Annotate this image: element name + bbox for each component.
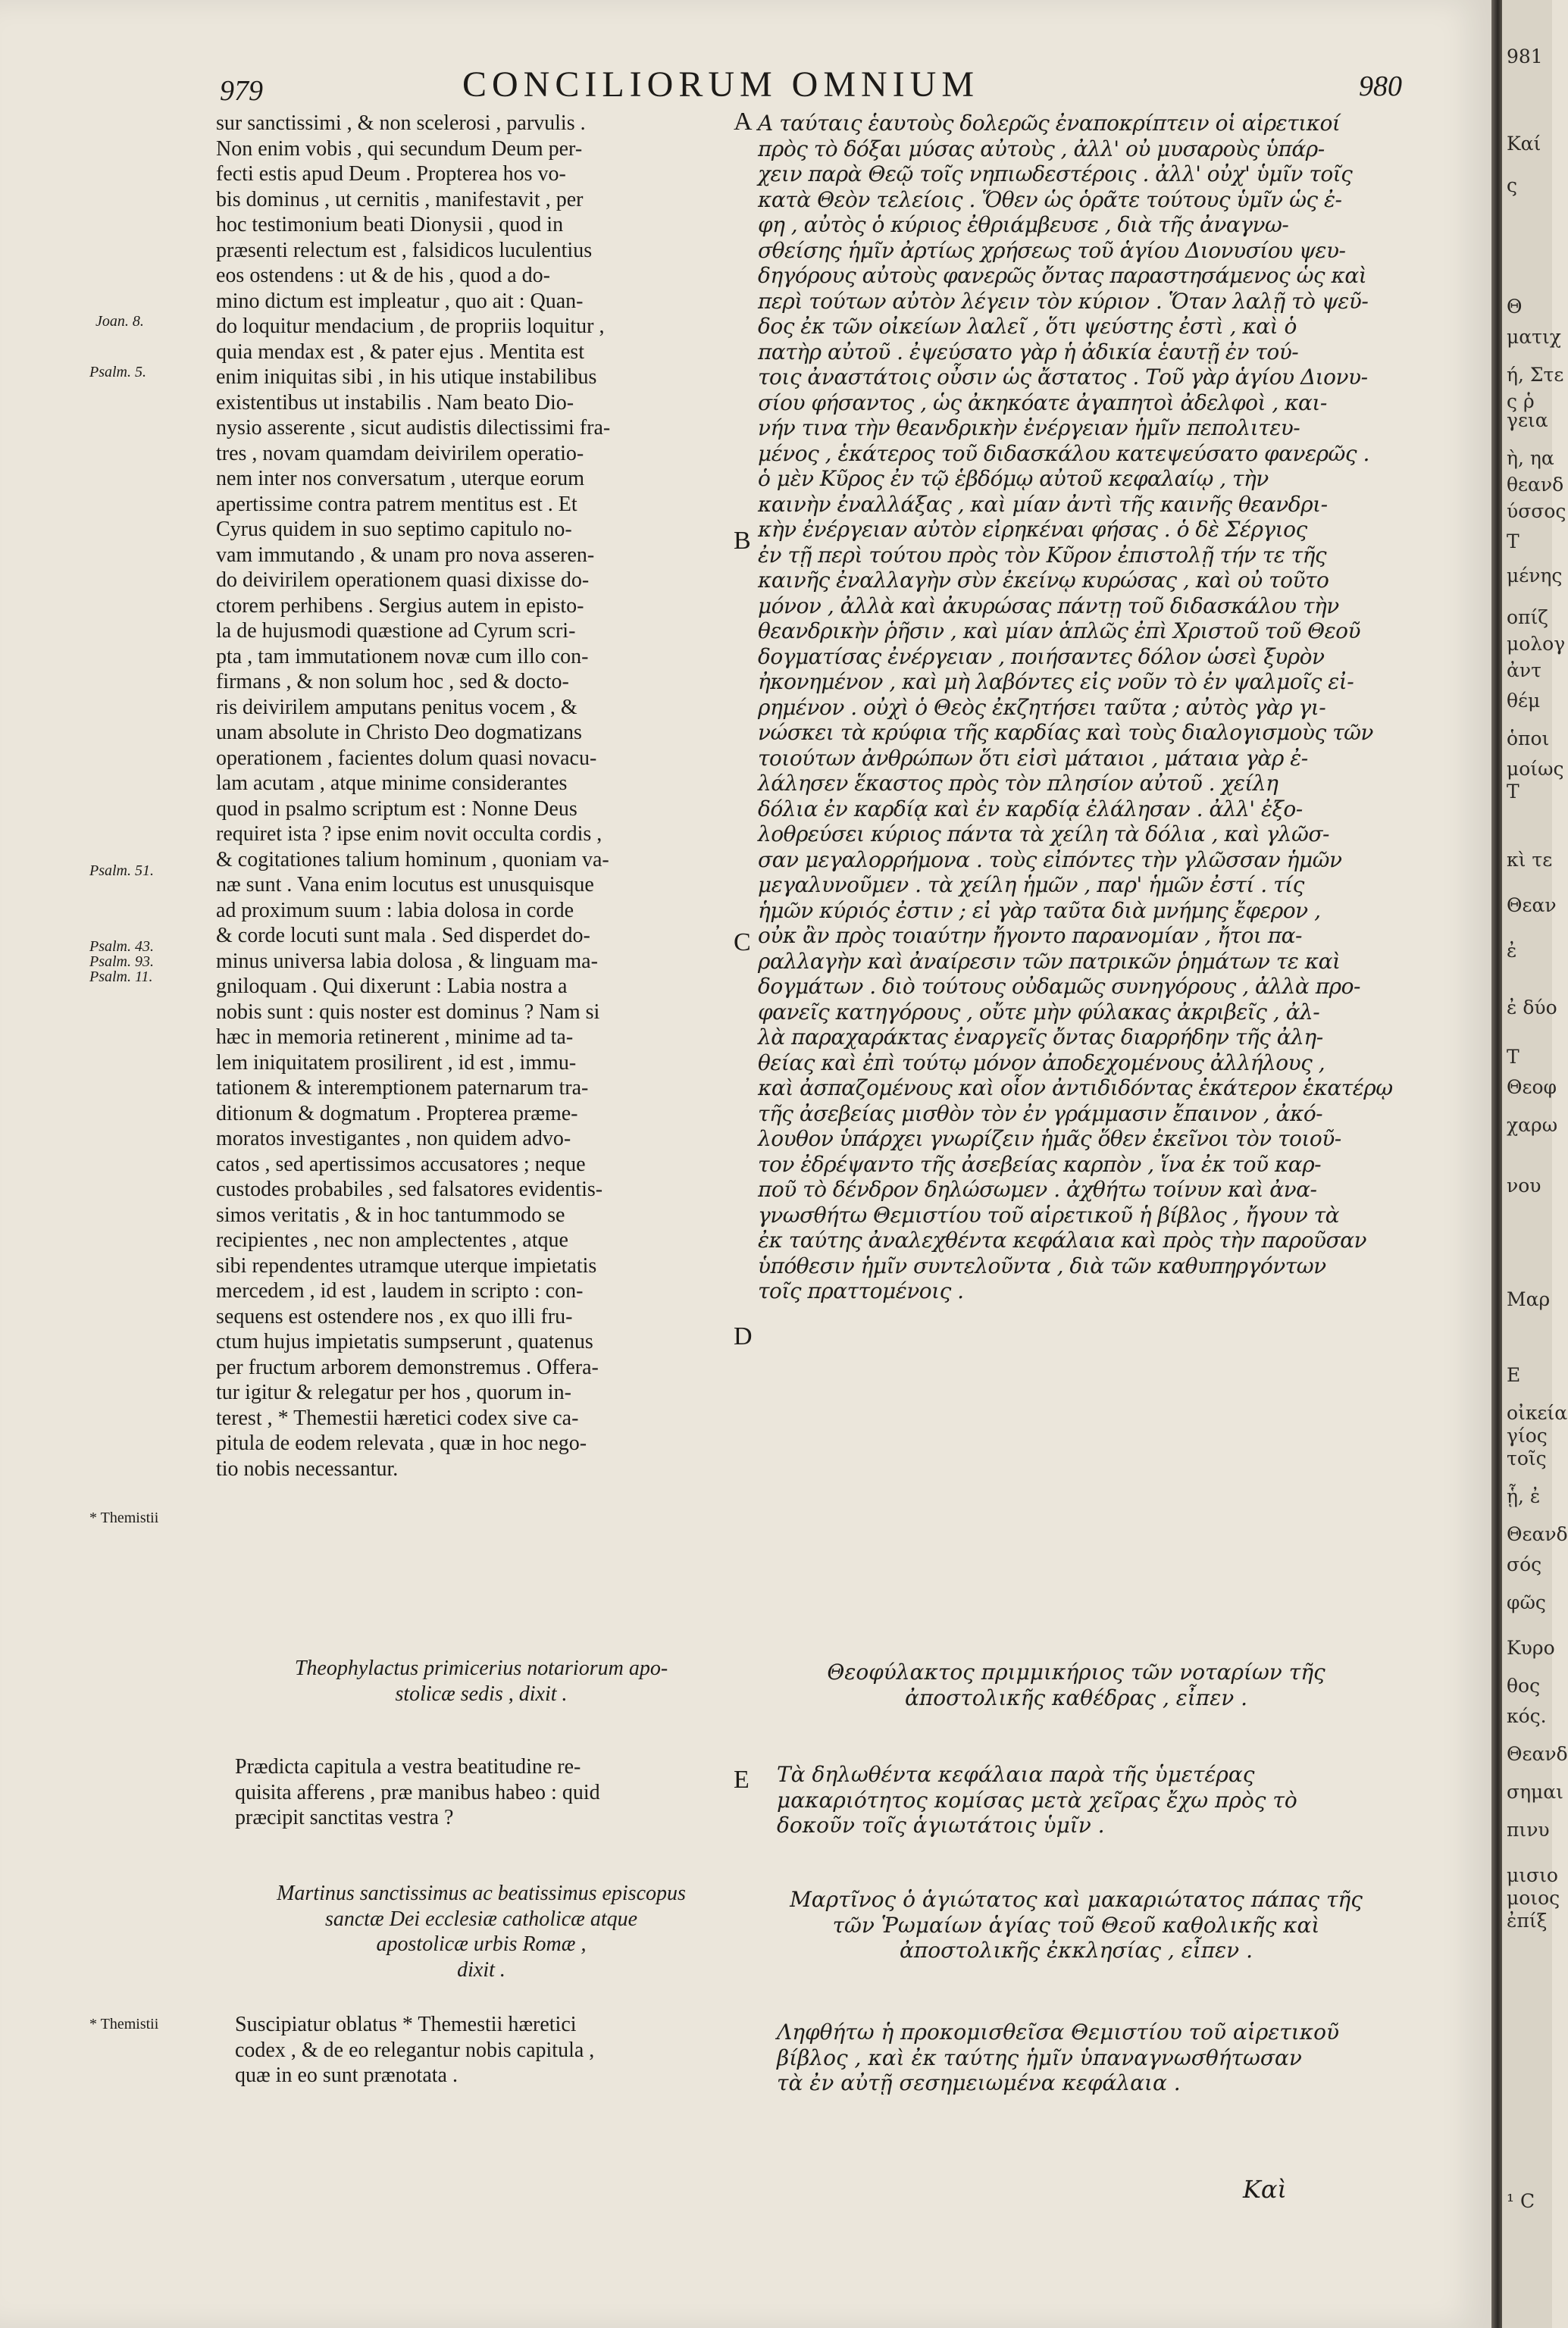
latin-line: minus universa labia dolosa , & linguam ma- bbox=[216, 949, 598, 973]
next-page-fragment: Τ bbox=[1507, 781, 1519, 803]
margin-note-psalm-43: Psalm. 43. bbox=[89, 938, 154, 955]
greek-line: δος ἐκ τῶν οἰκείων λαλεῖ , ὅτι ψεύστης ἐστὶ , καὶ ὁ bbox=[758, 314, 1297, 339]
latin-line: eos ostendens : ut & de his , quod a do- bbox=[216, 264, 550, 287]
section-letter-b: B bbox=[734, 527, 751, 555]
next-page-fragment: ¹ C bbox=[1507, 2190, 1535, 2212]
latin-line: pitula de eodem relevata , quæ in hoc nego- bbox=[216, 1432, 587, 1455]
next-page-fragment: θεανδ bbox=[1507, 474, 1564, 496]
next-page-fragment: ὁποι bbox=[1507, 728, 1550, 749]
greek-line: μεγαλυνοῦμεν . τὰ χείλη ἡμῶν , παρ' ἡμῶν ἐστί . τίς bbox=[758, 872, 1304, 897]
latin-line: terest , * Themestii hæretici codex sive ca- bbox=[216, 1406, 579, 1430]
latin-line: sibi rependentes utramque uterque impietatis bbox=[216, 1253, 597, 1278]
section-letter-d: D bbox=[734, 1322, 753, 1350]
greek-line: ρημένον . οὐχὶ ὁ Θεὸς ἐκζητήσει ταῦτα ; αὐτὸς γὰρ γι- bbox=[758, 694, 1326, 720]
greek-line: νώσκει τὰ κρύφια τῆς καρδίας καὶ τοὺς διαλογισμοὺς τῶν bbox=[758, 720, 1373, 745]
next-page-fragment: ς bbox=[1507, 174, 1518, 196]
latin-line: catos , sed apertissimos accusatores ; neque bbox=[216, 1152, 586, 1176]
latin-line: hoc testimonium beati Dionysii , quod in bbox=[216, 213, 564, 236]
praedicta-greek: Τὰ δηλωθέντα κεφάλαια παρὰ τῆς ὑμετέρας μακαριότητος κομίσας μετὰ χεῖρας ἔχω πρὸς τὸ δοκοῦν τοῖς ἁγιωτάτοις ὑμῖν . bbox=[777, 1762, 1297, 1838]
greek-line: μένος , ἑκάτερος τοῦ διδασκάλου κατεψεύσατο φανερῶς . bbox=[758, 440, 1369, 466]
next-page-fragment: θέμ bbox=[1507, 690, 1541, 712]
next-page-fragment: μολογ bbox=[1507, 633, 1566, 655]
next-page-fragment: 981 bbox=[1507, 45, 1543, 67]
greek-line: φανεῖς κατηγόρους , οὔτε μὴν φύλακας ἀκριβεῖς , ἀλ- bbox=[758, 999, 1320, 1025]
latin-line: mercedem , id est , laudem in scripto : con- bbox=[216, 1279, 584, 1303]
next-page-fragment: ς ῥ bbox=[1507, 390, 1535, 412]
latin-line: firmans , & non solum hoc , sed & docto- bbox=[216, 670, 569, 693]
martinus-greek: Μαρτῖνος ὁ ἁγιώτατος καὶ μακαριώτατος πάπας τῆς τῶν Ῥωμαίων ἁγίας τοῦ Θεοῦ καθολικῆς καὶ ἀποστολικῆς ἐκκλησίας , εἶπεν . bbox=[790, 1887, 1363, 1963]
latin-line: recipientes , nec non amplectentes , atque bbox=[216, 1228, 568, 1252]
latin-line: ditionum & dogmatum . Propterea præme- bbox=[216, 1101, 578, 1125]
greek-line: κατὰ Θεὸν τελείοις . Ὅθεν ὡς ὁρᾶτε τούτους ὑμῖν ὡς ἐ- bbox=[758, 186, 1342, 212]
next-page-fragment: οἰκεία bbox=[1507, 1402, 1568, 1424]
latin-line: nem inter nos conversatum , uterque eorum bbox=[216, 467, 584, 490]
next-page-fragment: πινυ bbox=[1507, 1819, 1550, 1841]
greek-line: ὑπόθεσιν ἡμῖν συντελοῦντα , διὰ τῶν καθυπηργόντων bbox=[758, 1253, 1326, 1278]
greek-line: γνωσθήτω Θεμιστίου τοῦ αἱρετικοῦ ἡ βίβλος , ἤγουν τὰ bbox=[758, 1202, 1340, 1228]
greek-line: τοῖς πραττομένοις . bbox=[758, 1278, 964, 1303]
running-title: CONCILIORUM OMNIUM bbox=[462, 64, 980, 105]
greek-line: τον ἐδρέψαντο τῆς ἀσεβείας καρπὸν , ἵνα ἐκ τοῦ καρ- bbox=[758, 1151, 1322, 1177]
next-page-fragment: φῶς bbox=[1507, 1591, 1546, 1613]
latin-line: lam acutam , atque minime considerantes bbox=[216, 771, 568, 795]
latin-line: tur igitur & relegatur per hos , quorum in- bbox=[216, 1381, 571, 1404]
latin-column bbox=[216, 111, 746, 1482]
greek-line: καὶ ἀσπαζομένους καὶ οἷον ἀντιδιδόντας ἑκάτερον ἑκατέρῳ bbox=[758, 1075, 1393, 1100]
next-page-fragment: ἀντ bbox=[1507, 659, 1541, 681]
next-page-fragment: σός bbox=[1507, 1554, 1542, 1575]
next-page-fragment: Μαρ bbox=[1507, 1288, 1551, 1310]
greek-line: λουθον ὑπάρχει γνωρίζειν ἡμᾶς ὅθεν ἐκεῖνοι τὸν τοιοῦ- bbox=[758, 1126, 1341, 1151]
latin-line: ris deivirilem amputans penitus vocem , & bbox=[216, 695, 577, 719]
theophylactus-latin: Theophylactus primicerius notariorum apo- stolicæ sedis , dixit . bbox=[294, 1657, 668, 1706]
greek-line: λοθρεύσει κύριος πάντα τὰ χείλη τὰ δόλια , καὶ γλῶσ- bbox=[758, 821, 1329, 846]
next-page-fragment: τοῖς bbox=[1507, 1447, 1547, 1469]
next-page-fragment: Θεανδ bbox=[1507, 1743, 1568, 1765]
next-page-fragment: μένης bbox=[1507, 565, 1563, 587]
theophylactus-greek: Θεοφύλακτος πριμμικήριος τῶν νοταρίων τῆς ἀποστολικῆς καθέδρας , εἶπεν . bbox=[827, 1660, 1325, 1710]
next-page-fragment: νου bbox=[1507, 1175, 1541, 1197]
next-page-fragment: Θεοφ bbox=[1507, 1076, 1557, 1098]
martinus-latin: Martinus sanctissimus ac beatissimus episcopus sanctæ Dei ecclesiæ catholicæ atque apostolicæ urbis Romæ , dixit . bbox=[277, 1882, 686, 1982]
latin-line: la de hujusmodi quæstione ad Cyrum scri- bbox=[216, 619, 576, 643]
greek-line: νήν τινα τὴν θεανδρικὴν ἐνέργειαν ἡμῖν πεπολιτευ- bbox=[758, 415, 1300, 440]
next-page-fragment: χαρω bbox=[1507, 1114, 1558, 1136]
latin-line: tationem & interemptionem paternarum tra- bbox=[216, 1076, 589, 1100]
greek-line: λάλησεν ἕκαστος πρὸς τὸν πλησίον αὐτοῦ . χείλη bbox=[758, 771, 1278, 796]
greek-line: δογματίσας ἐνέργειαν , ποιήσαντες δόλον ὡσεὶ ξυρὸν bbox=[758, 643, 1325, 669]
latin-line: apertissime contra patrem mentitus est . Et bbox=[216, 492, 577, 516]
next-page-fragment: Θ bbox=[1507, 296, 1523, 318]
greek-line: ὁ μὲν Κῦρος ἐν τῷ ἑβδόμῳ αὐτοῦ κεφαλαίῳ , τὴν bbox=[758, 466, 1269, 491]
latin-line: vam immutando , & unam pro nova asseren- bbox=[216, 543, 595, 567]
greek-line: χειν παρὰ Θεῷ τοῖς νηπιωδεστέροις . ἀλλ' οὐχ' ὑμῖν τοῖς bbox=[758, 161, 1353, 186]
latin-line: ctum hujus impietatis sumpserunt , quatenus bbox=[216, 1330, 593, 1353]
suscipiatur-latin: Suscipiatur oblatus * Themestii hæretici codex , & de eo relegantur nobis capitula , quæ in eo sunt prænotata . bbox=[235, 2013, 595, 2087]
latin-line: hæc in memoria retinerent , minime ad ta- bbox=[216, 1025, 574, 1049]
left-page-number: 979 bbox=[220, 75, 263, 107]
latin-line: lem iniquitatem prosilirent , id est , immu- bbox=[216, 1050, 577, 1075]
margin-note-psalm-51: Psalm. 51. bbox=[89, 862, 154, 879]
latin-line: custodes probabiles , sed falsatores evidentis- bbox=[216, 1178, 603, 1201]
next-page-fragment: ή, Στε bbox=[1507, 364, 1564, 386]
latin-line: Cyrus quidem in suo septimo capitulo no- bbox=[216, 518, 572, 541]
greek-line: μόνον , ἀλλὰ καὶ ἀκυρώσας πάντῃ τοῦ διδασκάλου τὴν bbox=[758, 593, 1339, 618]
greek-line: ποῦ τὸ δένδρον δηλώσωμεν . ἀχθήτω τοίνυν καὶ ἀνα- bbox=[758, 1177, 1317, 1202]
latin-line: existentibus ut instabilis . Nam beato Dio- bbox=[216, 390, 574, 415]
next-page-fragment: ύσσος bbox=[1507, 500, 1566, 522]
next-page-fragment: μοίως bbox=[1507, 758, 1564, 780]
next-page-fragment: Θεανδ bbox=[1507, 1523, 1568, 1545]
greek-line: δογμάτων . διὸ τούτους οὐδαμῶς συνηγόρους , ἀλλὰ προ- bbox=[758, 974, 1360, 999]
right-page-number: 980 bbox=[1359, 70, 1402, 102]
catchword: Καὶ bbox=[1243, 2175, 1288, 2204]
greek-line: θεανδρικὴν ῥῆσιν , καὶ μίαν ἁπλῶς ἐπὶ Χριστοῦ τοῦ Θεοῦ bbox=[758, 618, 1361, 643]
greek-line: τοις ἀναστάτοις οὖσιν ὡς ἄστατος . Τοῦ γὰρ ἁγίου Διονυ- bbox=[758, 365, 1368, 390]
next-page-fragment: Καί bbox=[1507, 133, 1541, 155]
greek-line: καινὴν ἐναλλάξας , καὶ μίαν ἀντὶ τῆς καινῆς θεανδρι- bbox=[758, 491, 1328, 517]
margin-note-psalm-11: Psalm. 11. bbox=[89, 968, 153, 985]
greek-line: φη , αὐτὸς ὁ κύριος ἐθριάμβευσε , διὰ τῆς ἀναγνω- bbox=[758, 212, 1289, 237]
greek-line: ἡμῶν κύριός ἐστιν ; εἰ γὰρ ταῦτα διὰ μνήμης ἔφερον , bbox=[758, 897, 1321, 923]
latin-line: bis dominus , ut cernitis , manifestavit , per bbox=[216, 187, 584, 211]
latin-line: moratos investigantes , non quidem advo- bbox=[216, 1127, 571, 1150]
greek-line: σθείσης ἡμῖν ἀρτίως χρήσεως τοῦ ἁγίου Διονυσίου ψευ- bbox=[758, 237, 1346, 263]
greek-line: πατὴρ αὐτοῦ . ἐψεύσατο γὰρ ἡ ἀδικία ἑαυτῇ ἐν τού- bbox=[758, 339, 1299, 365]
greek-line: δηγόρους αὐτοὺς φανερῶς ὄντας παραστησάμενος ὡς καὶ bbox=[758, 263, 1367, 288]
latin-line: quia mendax est , & pater ejus . Mentita est bbox=[216, 340, 584, 364]
next-page-fragment: κός. bbox=[1507, 1705, 1547, 1727]
greek-line: σαν μεγαλορρήμονα . τοὺς εἰπόντες τὴν γλῶσσαν ἡμῶν bbox=[758, 846, 1342, 872]
book-gutter bbox=[1491, 0, 1502, 2328]
latin-line: operationem , facientes dolum quasi novacu- bbox=[216, 746, 597, 770]
latin-line: sequens est ostendere nos , ex quo illi fru- bbox=[216, 1304, 573, 1328]
latin-line: requiret ista ? ipse enim novit occulta cordis , bbox=[216, 822, 602, 846]
next-page-fragment: ἐ bbox=[1507, 940, 1517, 962]
greek-line: περὶ τούτων αὐτὸν λέγειν τὸν κύριον . Ὅταν λαλῇ τὸ ψεῦ- bbox=[758, 288, 1369, 314]
greek-line: θείας καὶ ἐπὶ τούτῳ μόνον ἀποδεχομένους ἀλλήλους , bbox=[758, 1050, 1325, 1075]
greek-line: κὴν ἐνέργειαν αὐτὸν εἰρηκέναι φήσας . ὁ δὲ Σέργιος bbox=[758, 517, 1307, 542]
latin-line: & corde locuti sunt mala . Sed disperdet do- bbox=[216, 924, 590, 947]
latin-line: mino dictum est impleatur , quo ait : Quan- bbox=[216, 289, 584, 313]
latin-line: do loquitur mendacium , de propriis loquitur , bbox=[216, 314, 605, 338]
greek-line: A ταύταις ἑαυτοὺς δολερῶς ἐναποκρίπτειν οἱ αἱρετικοί bbox=[758, 111, 1341, 136]
latin-line: gniloquam . Qui dixerunt : Labia nostra a bbox=[216, 975, 568, 998]
next-page-fragment: κὶ τε bbox=[1507, 849, 1553, 871]
latin-line: unam absolute in Christo Deo dogmatizans bbox=[216, 721, 582, 744]
praedicta-latin: Prædicta capitula a vestra beatitudine re- quisita afferens , præ manibus habeo : quid præcipit sanctitas vestra ? bbox=[235, 1755, 600, 1829]
next-page-fragment: ᾗ, ἐ bbox=[1507, 1485, 1541, 1507]
latin-line: simos veritatis , & in hoc tantummodo se bbox=[216, 1203, 565, 1227]
next-page-fragment: γεια bbox=[1507, 409, 1548, 431]
next-page-fragment: ματιχ bbox=[1507, 326, 1561, 348]
greek-column bbox=[758, 111, 1394, 1304]
section-letter-e: E bbox=[734, 1766, 750, 1794]
greek-line: ἐκ ταύτης ἀναλεχθέντα κεφάλαια καὶ πρὸς τὴν παροῦσαν bbox=[758, 1228, 1367, 1253]
next-page-fragment: οπίζ bbox=[1507, 606, 1548, 628]
latin-line: ad proximum suum : labia dolosa in corde bbox=[216, 898, 574, 922]
latin-line: per fructum arborem demonstremus . Offera- bbox=[216, 1355, 599, 1379]
latin-line: nysio asserente , sicut audistis dilectissimi fra- bbox=[216, 416, 611, 440]
next-page-fragment: γίος bbox=[1507, 1425, 1548, 1447]
section-letter-a: A bbox=[734, 108, 753, 136]
suscipiatur-greek: Ληφθήτω ἡ προκομισθεῖσα Θεμιστίου τοῦ αἱρετικοῦ βίβλος , καὶ ἐκ ταύτης ἡμῖν ὑπαναγνωσθήτωσαν τὰ ἐν αὐτῇ σεσημειωμένα κεφάλαια . bbox=[777, 2020, 1340, 2095]
margin-note-psalm-93: Psalm. 93. bbox=[89, 953, 154, 970]
section-letter-c: C bbox=[734, 928, 751, 956]
latin-line: Non enim vobis , qui secundum Deum per- bbox=[216, 136, 583, 161]
latin-line: pta , tam immutationem novæ cum illo con- bbox=[216, 644, 589, 668]
greek-line: λὰ παραχαράκτας ἐναργεῖς ὄντας διαρρήδην τῆς ἀλη- bbox=[758, 1025, 1323, 1050]
greek-line: δόλια ἐν καρδίᾳ καὶ ἐν καρδίᾳ ἐλάλησαν . ἀλλ' ἐξο- bbox=[758, 796, 1303, 821]
greek-line: τῆς ἀσεβείας μισθὸν τὸν ἐν γράμμασιν ἔπαινον , ἀκό- bbox=[758, 1100, 1323, 1126]
latin-line: fecti estis apud Deum . Propterea hos vo- bbox=[216, 162, 566, 186]
next-page-fragment: σημαι bbox=[1507, 1781, 1563, 1803]
latin-line: tres , novam quamdam deivirilem operatio- bbox=[216, 441, 584, 465]
latin-line: & cogitationes talium hominum , quoniam va- bbox=[216, 847, 609, 871]
margin-note-themistii-1: * Themistii bbox=[89, 1510, 159, 1526]
next-page-fragment: θος bbox=[1507, 1675, 1541, 1697]
next-page-fragment: ἐ δύο bbox=[1507, 997, 1557, 1018]
next-page-fragment: ἐπίξ bbox=[1507, 1910, 1548, 1932]
latin-line: ctorem perhibens . Sergius autem in episto- bbox=[216, 593, 584, 618]
page-header bbox=[212, 59, 1402, 105]
greek-line: σίου φήσαντος , ὡς ἀκηκόατε ἀγαπητοὶ ἀδελφοὶ , και- bbox=[758, 390, 1327, 415]
latin-line: præsenti relectum est , falsidicos luculentius bbox=[216, 238, 593, 262]
next-page-fragment: Ε bbox=[1507, 1364, 1521, 1386]
next-page-edge bbox=[1502, 0, 1568, 2328]
next-page-fragment: Τ bbox=[1507, 1046, 1519, 1068]
greek-line: ἠκονημένον , καὶ μὴ λαβόντες εἰς νοῦν τὸ ἐν ψαλμοῖς εἰ- bbox=[758, 669, 1354, 694]
latin-line: sur sanctissimi , & non scelerosi , parvulis . bbox=[216, 111, 586, 135]
latin-line: quod in psalmo scriptum est : Nonne Deus bbox=[216, 796, 577, 821]
greek-line: ραλλαγὴν καὶ ἀναίρεσιν τῶν πατρικῶν ῥημάτων τε καὶ bbox=[758, 948, 1341, 974]
greek-line: καινῆς ἐναλλαγὴν σὺν ἐκείνῳ κυρώσας , καὶ οὐ τοῦτο bbox=[758, 568, 1329, 593]
next-page-fragment: Κυρο bbox=[1507, 1637, 1555, 1659]
latin-line: tio nobis necessantur. bbox=[216, 1457, 399, 1481]
next-page-fragment: Θεαν bbox=[1507, 894, 1557, 916]
next-page-fragment: ὴ, ηα bbox=[1507, 447, 1554, 469]
latin-line: do deivirilem operationem quasi dixisse do- bbox=[216, 568, 590, 592]
greek-line: πρὸς τὸ δόξαι μύσας αὐτοὺς , ἀλλ' οὐ μυσαροὺς ὑπάρ- bbox=[758, 136, 1325, 161]
next-page-fragment: Τ bbox=[1507, 530, 1519, 552]
latin-line: enim iniquitas sibi , in his utique instabilibus bbox=[216, 365, 597, 389]
latin-line: nobis sunt : quis noster est dominus ? Nam si bbox=[216, 1000, 600, 1024]
margin-note-themistii-2: * Themistii bbox=[89, 2016, 159, 2032]
greek-line: οὐκ ἂν πρὸς τοιαύτην ἤγοντο παρανομίαν , ἤτοι πα- bbox=[758, 923, 1302, 948]
next-page-fragment: μοιος bbox=[1507, 1887, 1560, 1909]
margin-note-psalm-5: Psalm. 5. bbox=[89, 364, 146, 380]
margin-note-joan: Joan. 8. bbox=[95, 313, 144, 330]
greek-line: ἐν τῇ περὶ τούτου πρὸς τὸν Κῦρον ἐπιστολῇ τήν τε τῆς bbox=[758, 542, 1327, 568]
greek-line: τοιούτων ἀνθρώπων ὅτι εἰσὶ μάταιοι , μάταια γὰρ ἐ- bbox=[758, 745, 1308, 771]
latin-line: næ sunt . Vana enim locutus est unusquisque bbox=[216, 873, 594, 896]
next-page-fragment: μισιο bbox=[1507, 1864, 1558, 1886]
